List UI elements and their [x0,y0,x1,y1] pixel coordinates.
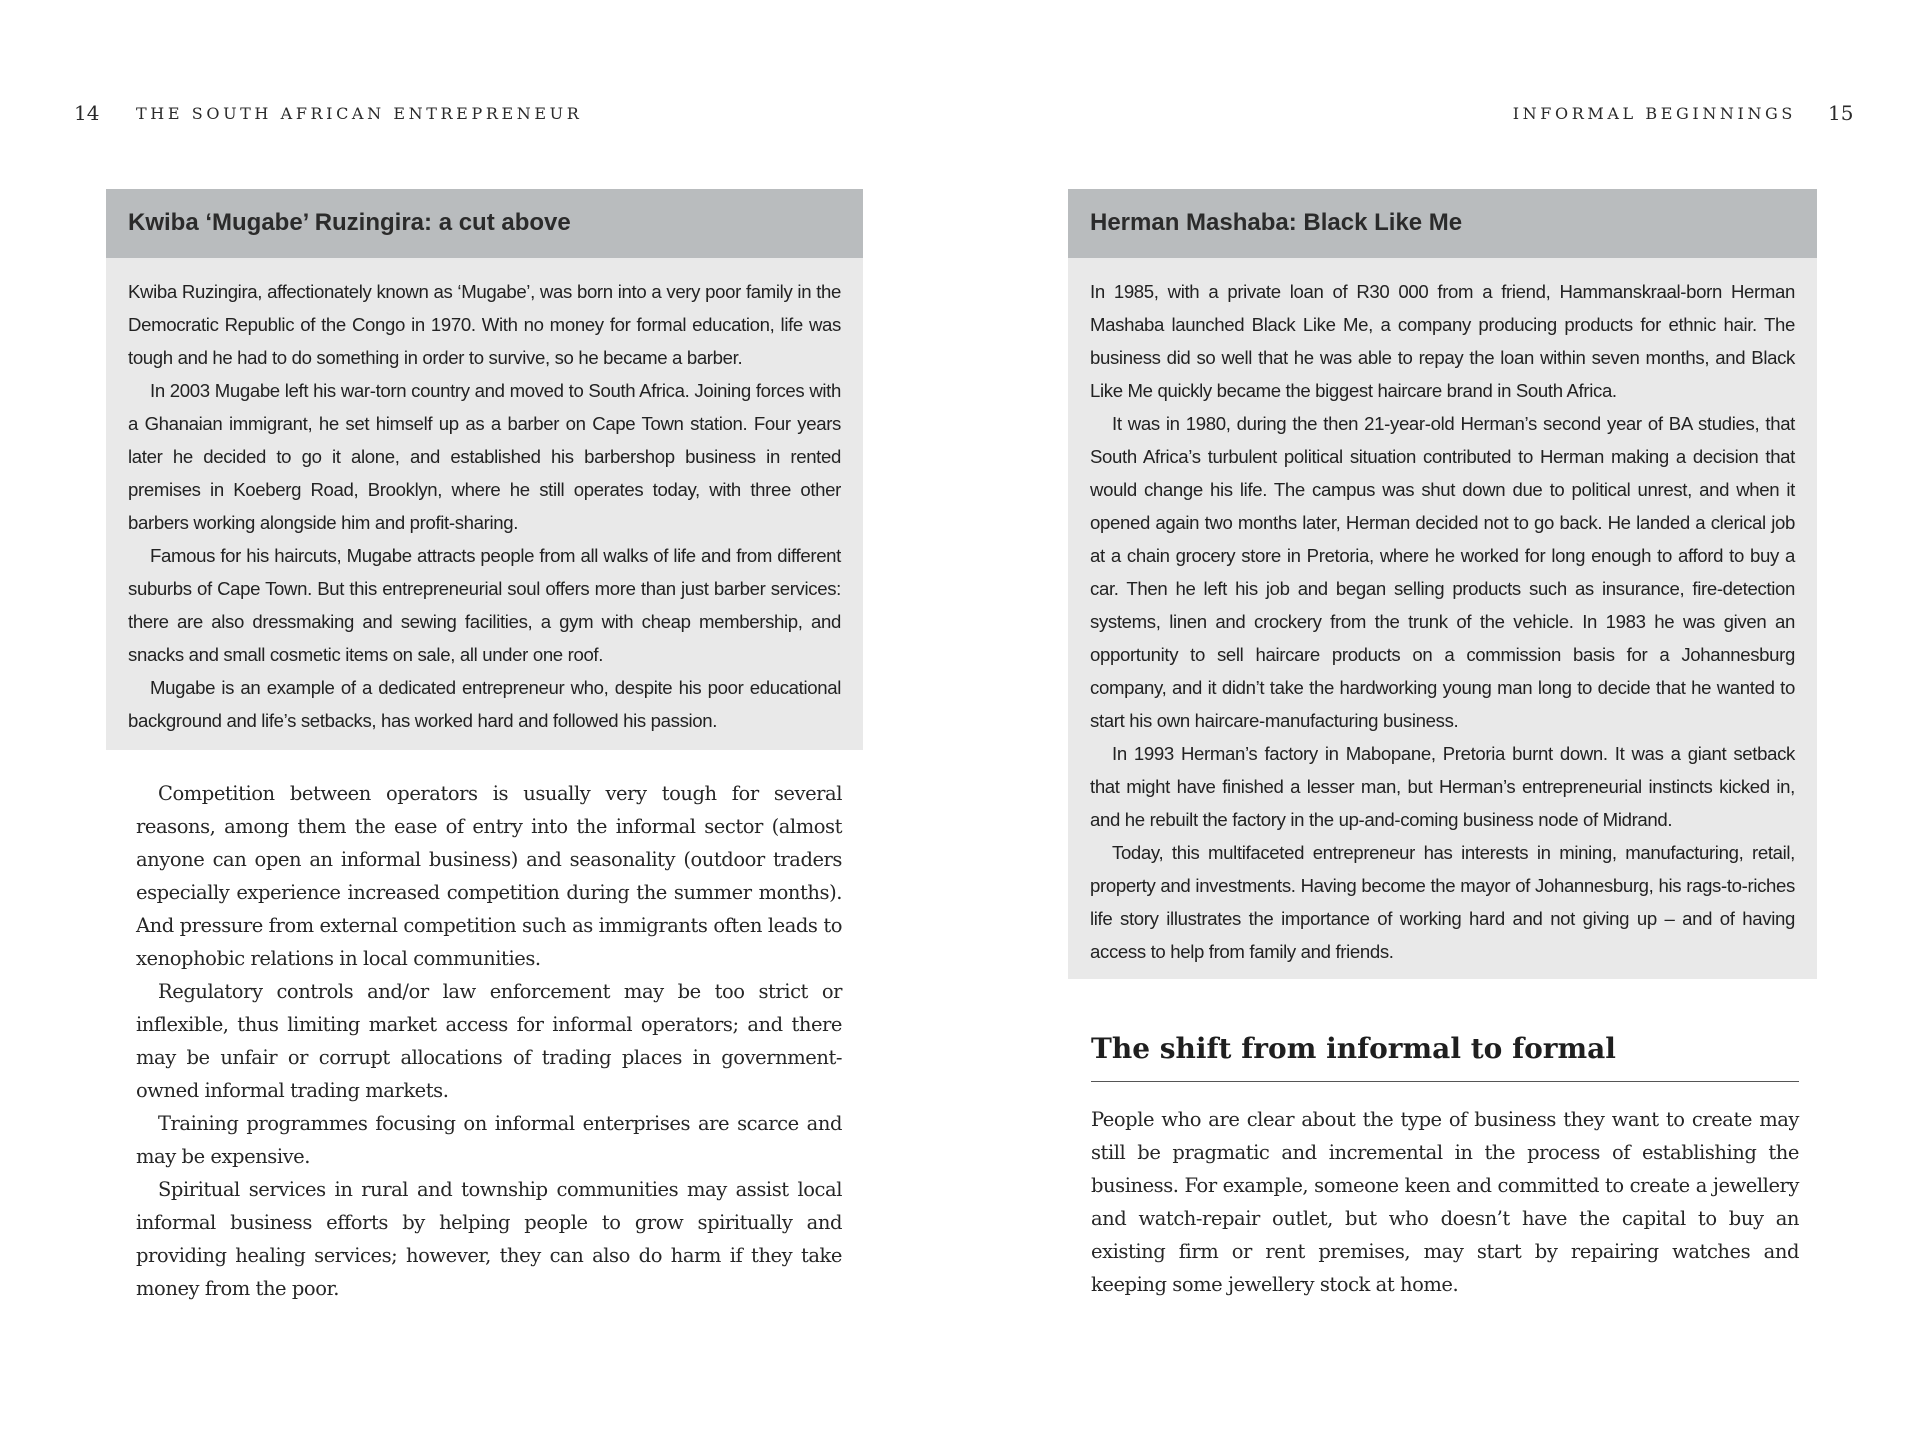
body-paragraph: Training programmes focusing on informal enterprises are scarce and may be expensive. [136,1112,842,1168]
section-heading: The shift from informal to formal [1091,1032,1799,1082]
case-study-paragraph: It was in 1980, during the then 21-year-old Herman’s second year of BA studies, that South Africa’s turbulent political situation contributed to Herman making a decision that would change his life. The campus was shut down due to political unrest, and when it opened again two months later, Herman decided not to go back. He landed a clerical job at a chain grocery store in Pretoria, where he worked for long enough to afford to buy a car. Then he left his job and began selling products such as insurance, fire-detection systems, linen and crockery from the trunk of the vehicle. In 1983 he was given an opportunity to sell haircare products on a commission basis for a Johannesburg company, and it didn’t take the hardworking young man long to decide that he wanted to start his own haircare-manufacturing business. [1090,413,1795,731]
case-study-paragraph: In 1993 Herman’s factory in Mabopane, Pretoria burnt down. It was a giant setback that might have finished a lesser man, but Herman’s entrepreneurial instincts kicked in, and he rebuilt the factory in the up-and-coming business node of Midrand. [1090,743,1795,830]
case-study-paragraph: Famous for his haircuts, Mugabe attracts people from all walks of life and from different suburbs of Cape Town. But this entrepreneurial soul offers more than just barber services: there are also dressmaking and sewing facilities, a gym with cheap membership, and snacks and small cosmetic items on sale, all under one roof. [128,545,841,665]
body-paragraph: Regulatory controls and/or law enforcement may be too strict or inflexible, thus limiting market access for informal operators; and there may be unfair or corrupt allocations of trading places in government-owned informal trading markets. [136,980,842,1102]
case-study-paragraph: In 2003 Mugabe left his war-torn country and moved to South Africa. Joining forces with a Ghanaian immigrant, he set himself up as a barber on Cape Town station. Four years later he decided to go it alone, and established his barbershop business in rented premises in Koeberg Road, Brooklyn, where he still operates today, with three other barbers working alongside him and profit-sharing. [128,380,841,533]
case-study-paragraph: Kwiba Ruzingira, affectionately known as ‘Mugabe’, was born into a very poor family in the Democratic Republic of the Congo in 1970. With no money for formal education, life was tough and he had to do something in order to survive, so he became a barber. [128,281,841,368]
case-study-body [1068,258,1817,978]
case-study-paragraph: Mugabe is an example of a dedicated entrepreneur who, despite his poor educational background and life’s setbacks, has worked hard and followed his passion. [128,677,841,731]
case-study-paragraph: In 1985, with a private loan of R30 000 from a friend, Hammanskraal-born Herman Mashaba launched Black Like Me, a company producing products for ethnic hair. The business did so well that he was able to repay the loan within seven months, and Black Like Me quickly became the biggest haircare brand in South Africa. [1090,281,1795,401]
case-study-box-mugabe [106,189,863,750]
case-study-paragraph: Today, this multifaceted entrepreneur has interests in mining, manufacturing, retail, property and investments. Having become the mayor of Johannesburg, his rags-to-riches life story illustrates the importance of working hard and not giving up – and of having access to help from family and friends. [1090,842,1795,962]
right-page-number: 15 [1828,101,1854,125]
left-page-number: 14 [74,101,100,125]
left-running-head: THE SOUTH AFRICAN ENTREPRENEUR [136,104,583,123]
case-study-title: Kwiba ‘Mugabe’ Ruzingira: a cut above [106,189,863,258]
right-body-text [1091,1103,1799,1301]
body-paragraph: Competition between operators is usually very tough for several reasons, among them the ease of entry into the informal sector (almost anyone can open an informal business) and seasonality (outdoor traders especially experience increased competition during the summer months). And pressure from external competition such as immigrants often leads to xenophobic relations in local communities. [136,782,842,970]
right-running-head: INFORMAL BEGINNINGS [1512,104,1796,123]
case-study-title: Herman Mashaba: Black Like Me [1068,189,1817,258]
case-study-body [106,258,863,747]
body-paragraph: People who are clear about the type of business they want to create may still be pragmatic and incremental in the process of establishing the business. For example, someone keen and committed to create a jewellery and watch-repair outlet, but who doesn’t have the capital to buy an existing firm or rent premises, may start by repairing watches and keeping some jewellery stock at home. [1091,1108,1799,1296]
case-study-box-mashaba [1068,189,1817,979]
left-body-text [136,777,842,1305]
body-paragraph: Spiritual services in rural and township communities may assist local informal business efforts by helping people to grow spiritually and providing healing services; however, they can also do harm if they take money from the poor. [136,1178,842,1300]
